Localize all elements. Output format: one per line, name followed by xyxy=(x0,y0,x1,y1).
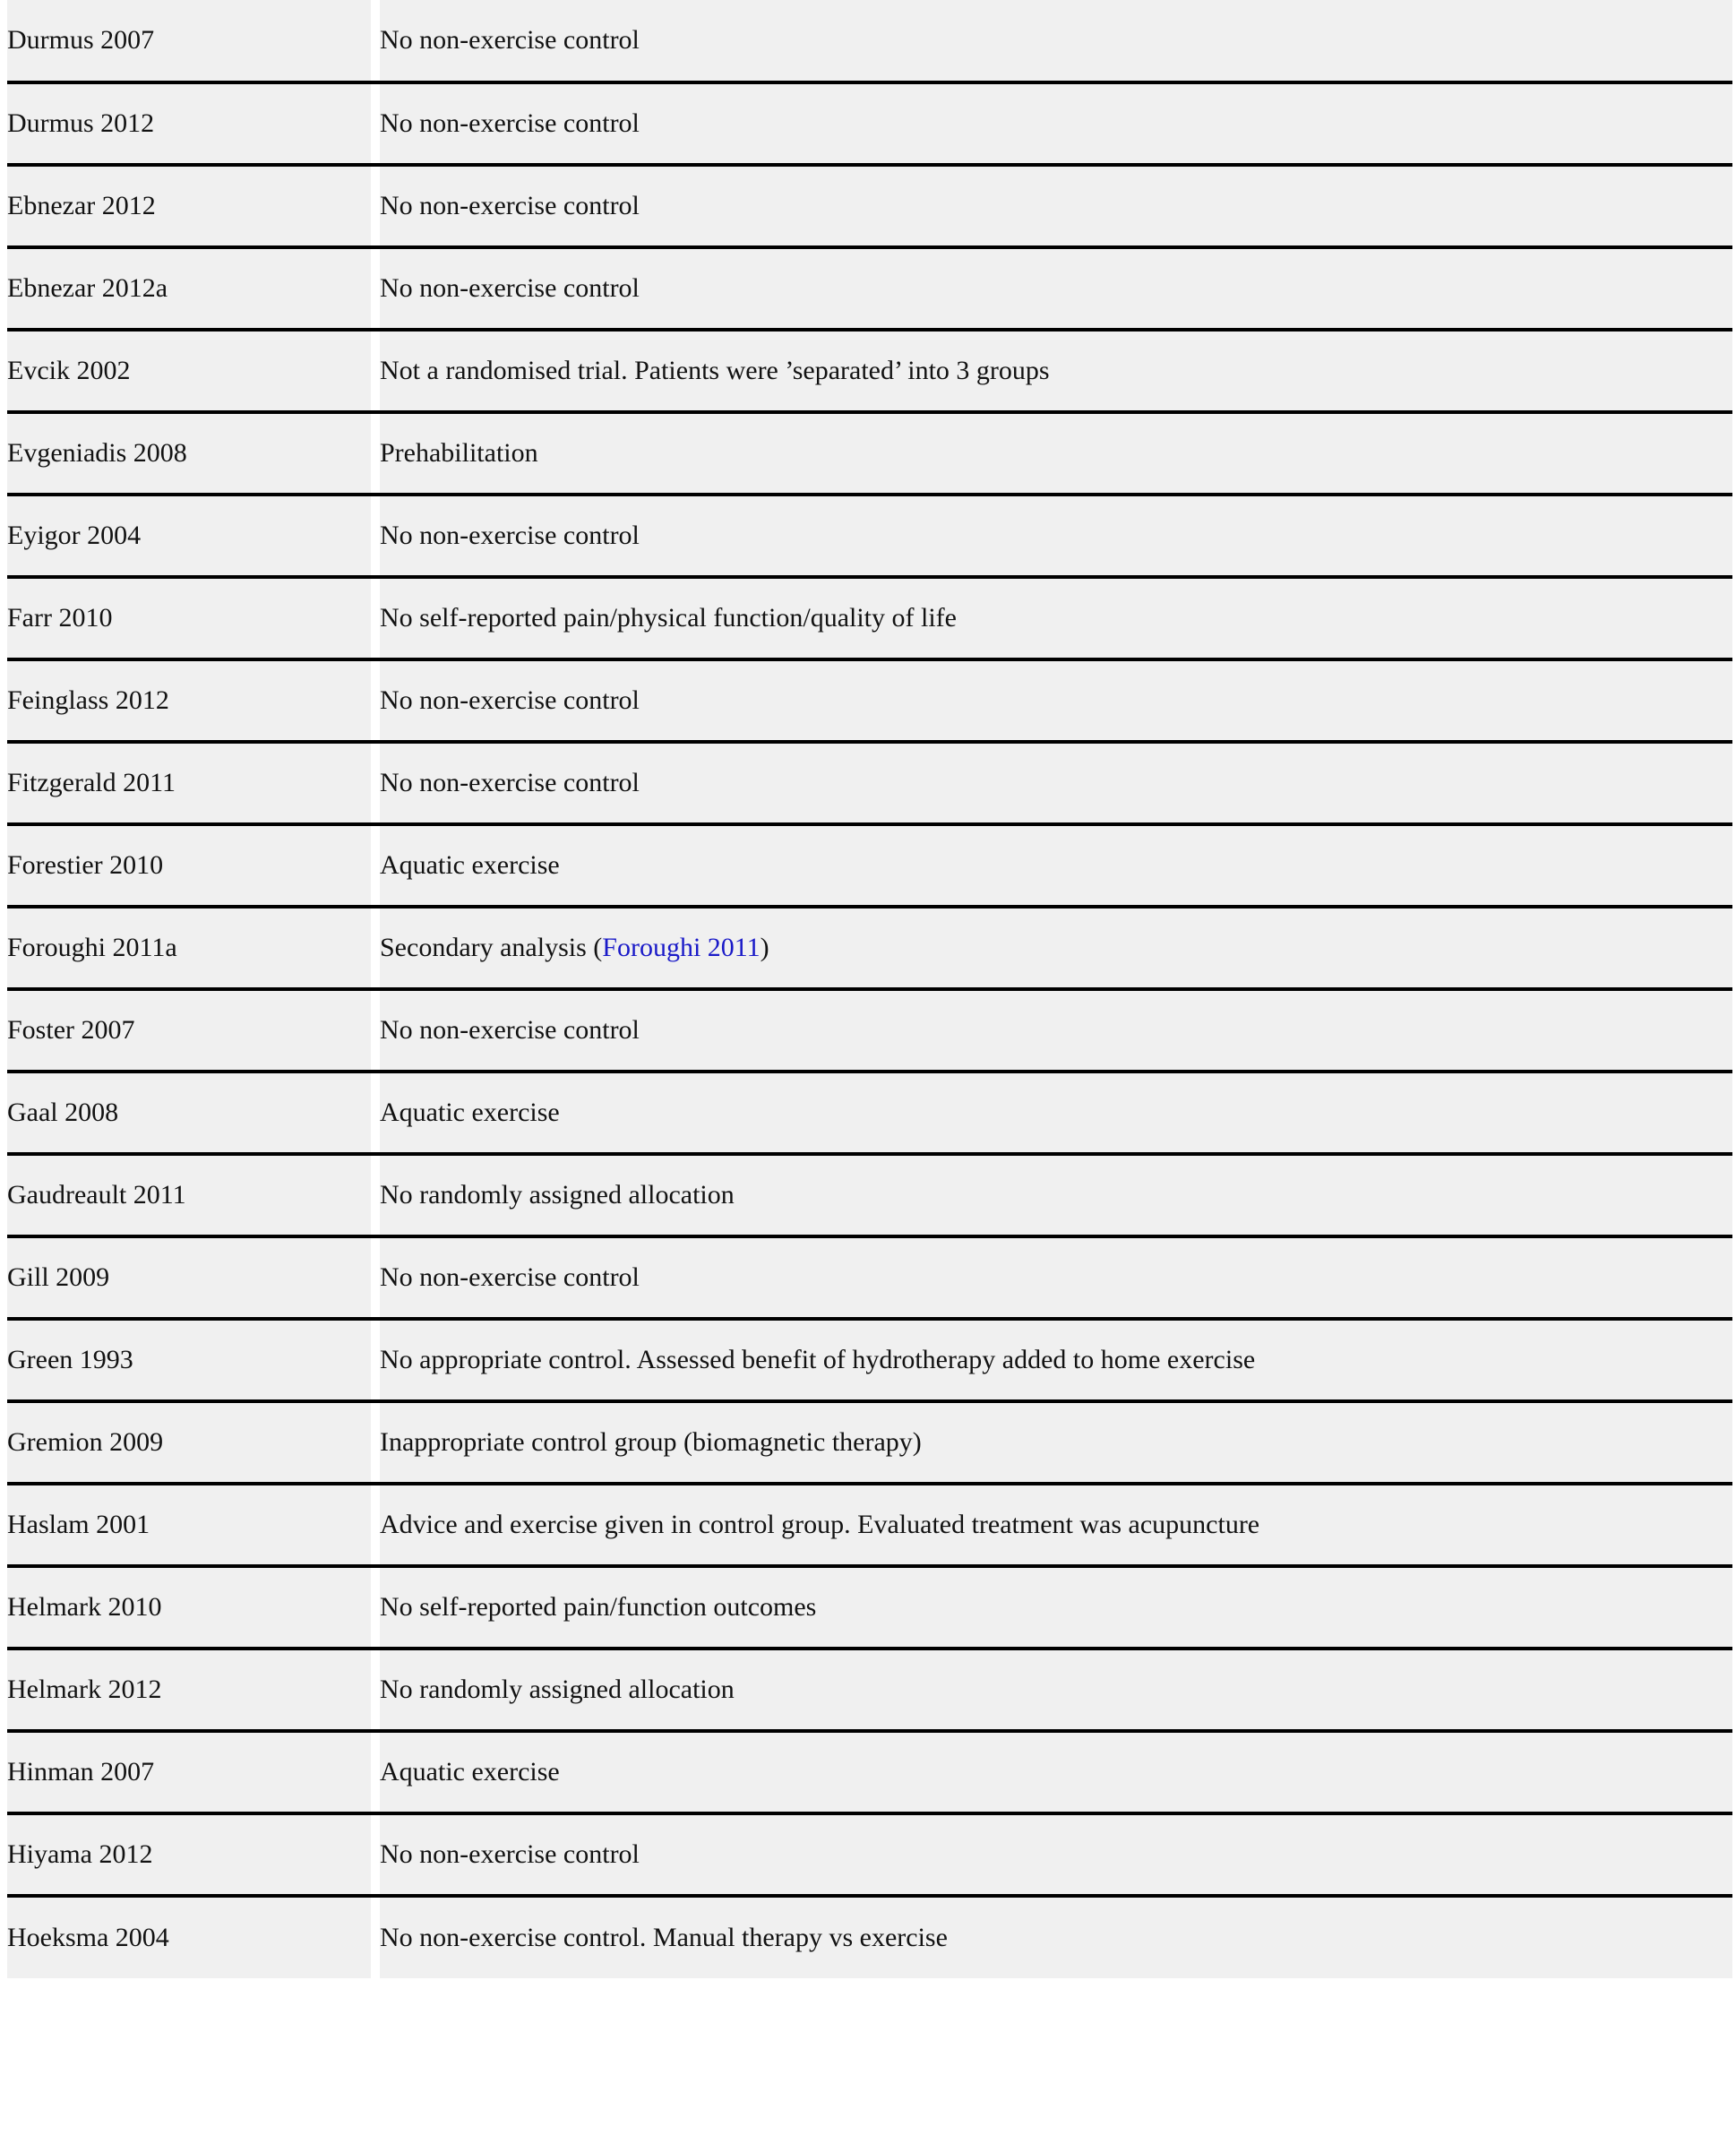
study-name-cell: Foroughi 2011a xyxy=(7,907,371,989)
exclusion-reason-cell: Not a randomised trial. Patients were ’separated’ into 3 groups xyxy=(380,330,1732,412)
table-row xyxy=(7,989,1732,1072)
exclusion-reason-cell: Aquatic exercise xyxy=(380,1072,1732,1154)
exclusion-reason-cell: Advice and exercise given in control group. Evaluated treatment was acupuncture xyxy=(380,1484,1732,1566)
table-row xyxy=(7,330,1732,412)
exclusion-reason-cell: No non-exercise control xyxy=(380,1236,1732,1319)
study-name-cell: Haslam 2001 xyxy=(7,1484,371,1566)
exclusion-reason-cell: Inappropriate control group (biomagnetic therapy) xyxy=(380,1401,1732,1484)
exclusion-reason-cell: No non-exercise control xyxy=(380,989,1732,1072)
column-divider xyxy=(371,0,380,82)
table-row xyxy=(7,659,1732,742)
column-divider xyxy=(371,1896,380,1978)
exclusion-reason-cell xyxy=(380,907,1732,989)
column-divider xyxy=(371,1236,380,1319)
study-name-cell: Evgeniadis 2008 xyxy=(7,412,371,495)
study-name-cell: Fitzgerald 2011 xyxy=(7,742,371,824)
exclusion-reason-cell: No self-reported pain/physical function/quality of life xyxy=(380,577,1732,659)
column-divider xyxy=(371,1649,380,1731)
exclusion-reason-cell: No appropriate control. Assessed benefit of hydrotherapy added to home exercise xyxy=(380,1319,1732,1401)
study-name-cell: Gill 2009 xyxy=(7,1236,371,1319)
study-name-cell: Hinman 2007 xyxy=(7,1731,371,1813)
study-name-cell: Durmus 2012 xyxy=(7,82,371,165)
column-divider xyxy=(371,1566,380,1649)
exclusion-reason-cell: No non-exercise control xyxy=(380,495,1732,577)
exclusion-reason-cell: No non-exercise control xyxy=(380,247,1732,330)
reason-text-prefix: Secondary analysis ( xyxy=(380,933,603,963)
column-divider xyxy=(371,247,380,330)
exclusion-reason-cell: No non-exercise control xyxy=(380,1813,1732,1896)
study-name-cell: Durmus 2007 xyxy=(7,0,371,82)
column-divider xyxy=(371,330,380,412)
study-name-cell: Ebnezar 2012a xyxy=(7,247,371,330)
table-row xyxy=(7,495,1732,577)
study-name-cell: Evcik 2002 xyxy=(7,330,371,412)
table-row xyxy=(7,824,1732,907)
study-name-cell: Green 1993 xyxy=(7,1319,371,1401)
column-divider xyxy=(371,412,380,495)
column-divider xyxy=(371,1401,380,1484)
exclusion-reason-cell: No non-exercise control xyxy=(380,0,1732,82)
study-name-cell: Eyigor 2004 xyxy=(7,495,371,577)
table-row xyxy=(7,1566,1732,1649)
column-divider xyxy=(371,1484,380,1566)
exclusion-reason-cell: No non-exercise control xyxy=(380,659,1732,742)
table-row xyxy=(7,1154,1732,1236)
exclusion-reason-cell: Aquatic exercise xyxy=(380,824,1732,907)
table-row xyxy=(7,1813,1732,1896)
study-name-cell: Forestier 2010 xyxy=(7,824,371,907)
column-divider xyxy=(371,495,380,577)
table-row xyxy=(7,1236,1732,1319)
exclusion-reason-cell: No self-reported pain/function outcomes xyxy=(380,1566,1732,1649)
study-name-cell: Foster 2007 xyxy=(7,989,371,1072)
table-row xyxy=(7,82,1732,165)
column-divider xyxy=(371,1154,380,1236)
study-name-cell: Feinglass 2012 xyxy=(7,659,371,742)
reason-text-suffix: ) xyxy=(760,933,769,963)
column-divider xyxy=(371,989,380,1072)
exclusion-reason-cell: Aquatic exercise xyxy=(380,1731,1732,1813)
column-divider xyxy=(371,1319,380,1401)
study-name-cell: Ebnezar 2012 xyxy=(7,165,371,247)
column-divider xyxy=(371,577,380,659)
study-name-cell: Helmark 2012 xyxy=(7,1649,371,1731)
column-divider xyxy=(371,1813,380,1896)
table-row xyxy=(7,165,1732,247)
table-row xyxy=(7,1896,1732,1978)
study-name-cell: Hiyama 2012 xyxy=(7,1813,371,1896)
exclusion-reason-cell: No non-exercise control xyxy=(380,165,1732,247)
table-row xyxy=(7,1072,1732,1154)
exclusion-reason-cell: No randomly assigned allocation xyxy=(380,1154,1732,1236)
column-divider xyxy=(371,165,380,247)
table-row xyxy=(7,1649,1732,1731)
table-row xyxy=(7,412,1732,495)
table-row xyxy=(7,577,1732,659)
table-row xyxy=(7,1319,1732,1401)
study-reference-link[interactable]: Foroughi 2011 xyxy=(602,933,761,963)
excluded-studies-table xyxy=(7,0,1732,1978)
exclusion-reason-cell: No non-exercise control. Manual therapy vs exercise xyxy=(380,1896,1732,1978)
study-name-cell: Hoeksma 2004 xyxy=(7,1896,371,1978)
table-row xyxy=(7,1401,1732,1484)
table-row xyxy=(7,1484,1732,1566)
exclusion-reason-cell: No randomly assigned allocation xyxy=(380,1649,1732,1731)
table-row xyxy=(7,742,1732,824)
column-divider xyxy=(371,907,380,989)
table-row xyxy=(7,247,1732,330)
table-row xyxy=(7,1731,1732,1813)
table-row xyxy=(7,907,1732,989)
exclusion-reason-cell: Prehabilitation xyxy=(380,412,1732,495)
study-name-cell: Gaal 2008 xyxy=(7,1072,371,1154)
column-divider xyxy=(371,82,380,165)
study-name-cell: Gaudreault 2011 xyxy=(7,1154,371,1236)
column-divider xyxy=(371,824,380,907)
study-name-cell: Farr 2010 xyxy=(7,577,371,659)
exclusion-reason-cell: No non-exercise control xyxy=(380,82,1732,165)
study-name-cell: Helmark 2010 xyxy=(7,1566,371,1649)
column-divider xyxy=(371,1731,380,1813)
table-row xyxy=(7,0,1732,82)
table-body xyxy=(7,0,1732,1978)
study-name-cell: Gremion 2009 xyxy=(7,1401,371,1484)
column-divider xyxy=(371,1072,380,1154)
column-divider xyxy=(371,742,380,824)
column-divider xyxy=(371,659,380,742)
exclusion-reason-cell: No non-exercise control xyxy=(380,742,1732,824)
